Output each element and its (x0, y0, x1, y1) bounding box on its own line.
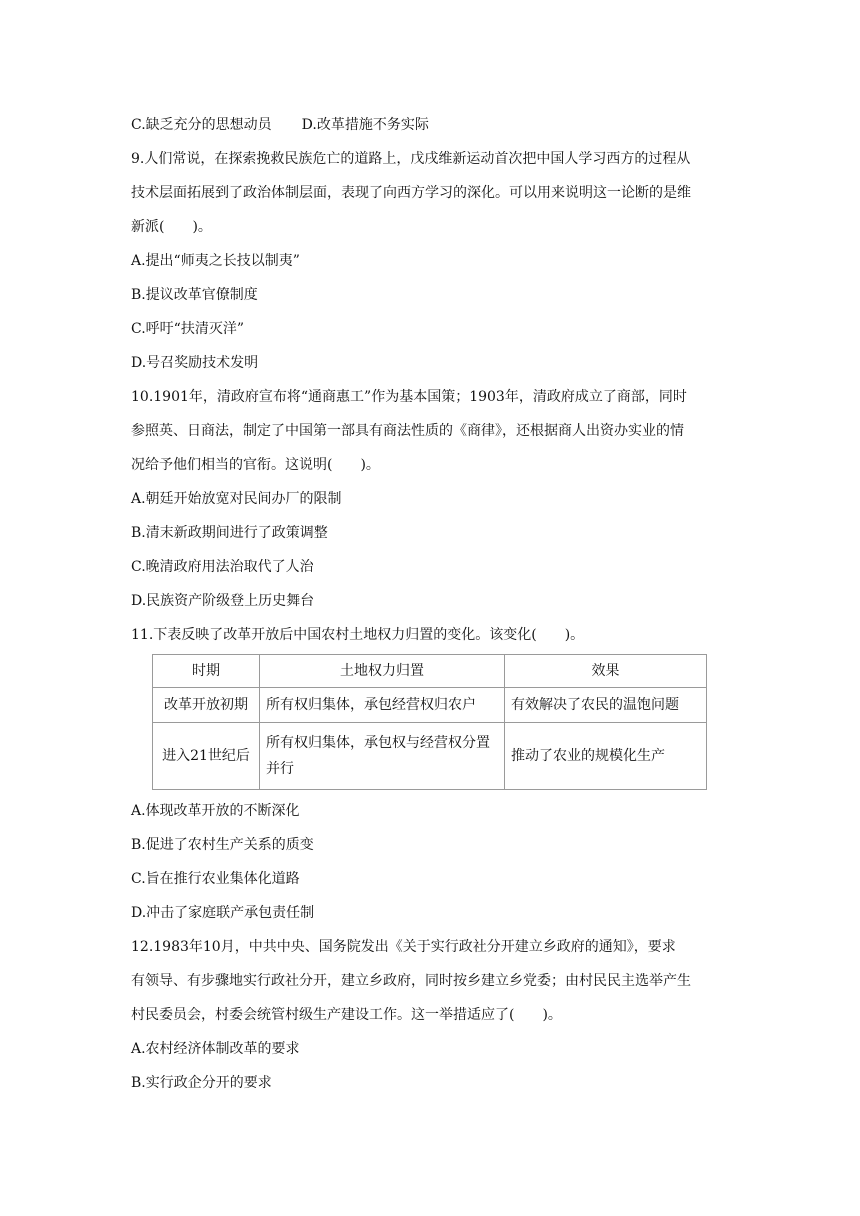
table-cell-period: 进入21世纪后 (153, 723, 260, 790)
q10-option-c: C.晚清政府用法治取代了人治 (131, 559, 314, 575)
question-11 (131, 618, 731, 930)
table-header-row (153, 655, 707, 688)
q10-stem-line-3: 况给予他们相当的官衔。这说明( )。 (131, 457, 380, 473)
q11-option-a: A.体现改革开放的不断深化 (131, 803, 300, 819)
q10-option-d: D.民族资产阶级登上历史舞台 (131, 593, 315, 609)
q9-stem-line-3: 新派( )。 (131, 219, 212, 235)
q12-option-b: B.实行政企分开的要求 (131, 1075, 272, 1091)
table-row (153, 688, 707, 723)
q9-option-b: B.提议改革官僚制度 (131, 287, 258, 303)
q8-options-line (131, 108, 731, 142)
q11-option-d: D.冲击了家庭联产承包责任制 (131, 905, 315, 921)
q9-option-d: D.号召奖励技术发明 (131, 355, 259, 371)
question-12 (131, 930, 731, 1100)
q12-stem-line-1: 12.1983年10月，中共中央、国务院发出《关于实行政社分开建立乡政府的通知》，要求 (131, 939, 676, 955)
table-header-land-rights: 土地权力归置 (260, 655, 505, 688)
q9-option-a: A.提出“师夷之长技以制夷” (131, 253, 300, 269)
q12-option-a: A.农村经济体制改革的要求 (131, 1041, 300, 1057)
table-cell-effect: 有效解决了农民的温饱问题 (505, 688, 707, 723)
q10-option-b: B.清末新政期间进行了政策调整 (131, 525, 328, 541)
q9-stem-line-1: 9.人们常说，在探索挽救民族危亡的道路上，戊戌维新运动首次把中国人学习西方的过程从 (131, 151, 691, 167)
exam-page (131, 108, 731, 1100)
q8-option-c: C.缺乏充分的思想动员 (131, 117, 272, 133)
question-10 (131, 380, 731, 618)
land-rights-table (152, 654, 707, 790)
q10-stem-line-1: 10.1901年，清政府宣布将“通商惠工”作为基本国策；1903年，清政府成立了商部，同时 (131, 389, 687, 405)
table-row (153, 723, 707, 790)
q10-option-a: A.朝廷开始放宽对民间办厂的限制 (131, 491, 342, 507)
q12-stem-line-3: 村民委员会，村委会统管村级生产建设工作。这一举措适应了( )。 (131, 1007, 562, 1023)
table-header-effect: 效果 (505, 655, 707, 688)
table-cell-period: 改革开放初期 (153, 688, 260, 723)
q11-stem: 11.下表反映了改革开放后中国农村土地权力归置的变化。该变化( )。 (131, 627, 585, 643)
q10-stem-line-2: 参照英、日商法，制定了中国第一部具有商法性质的《商律》，还根据商人出资办实业的情 (131, 423, 684, 439)
table-cell-effect: 推动了农业的规模化生产 (505, 723, 707, 790)
q9-stem-line-2: 技术层面拓展到了政治体制层面，表现了向西方学习的深化。可以用来说明这一论断的是维 (131, 185, 691, 201)
q8-option-d: D.改革措施不务实际 (301, 117, 429, 133)
q9-option-c: C.呼吁“扶清灭洋” (131, 321, 244, 337)
table-cell-land-rights: 所有权归集体，承包权与经营权分置并行 (260, 723, 505, 790)
q11-option-c: C.旨在推行农业集体化道路 (131, 871, 300, 887)
question-9 (131, 142, 731, 380)
table-header-period: 时期 (153, 655, 260, 688)
q11-option-b: B.促进了农村生产关系的质变 (131, 837, 314, 853)
q12-stem-line-2: 有领导、有步骤地实行政社分开，建立乡政府，同时按乡建立乡党委；由村民民主选举产生 (131, 973, 691, 989)
table-cell-land-rights: 所有权归集体，承包经营权归农户 (260, 688, 505, 723)
